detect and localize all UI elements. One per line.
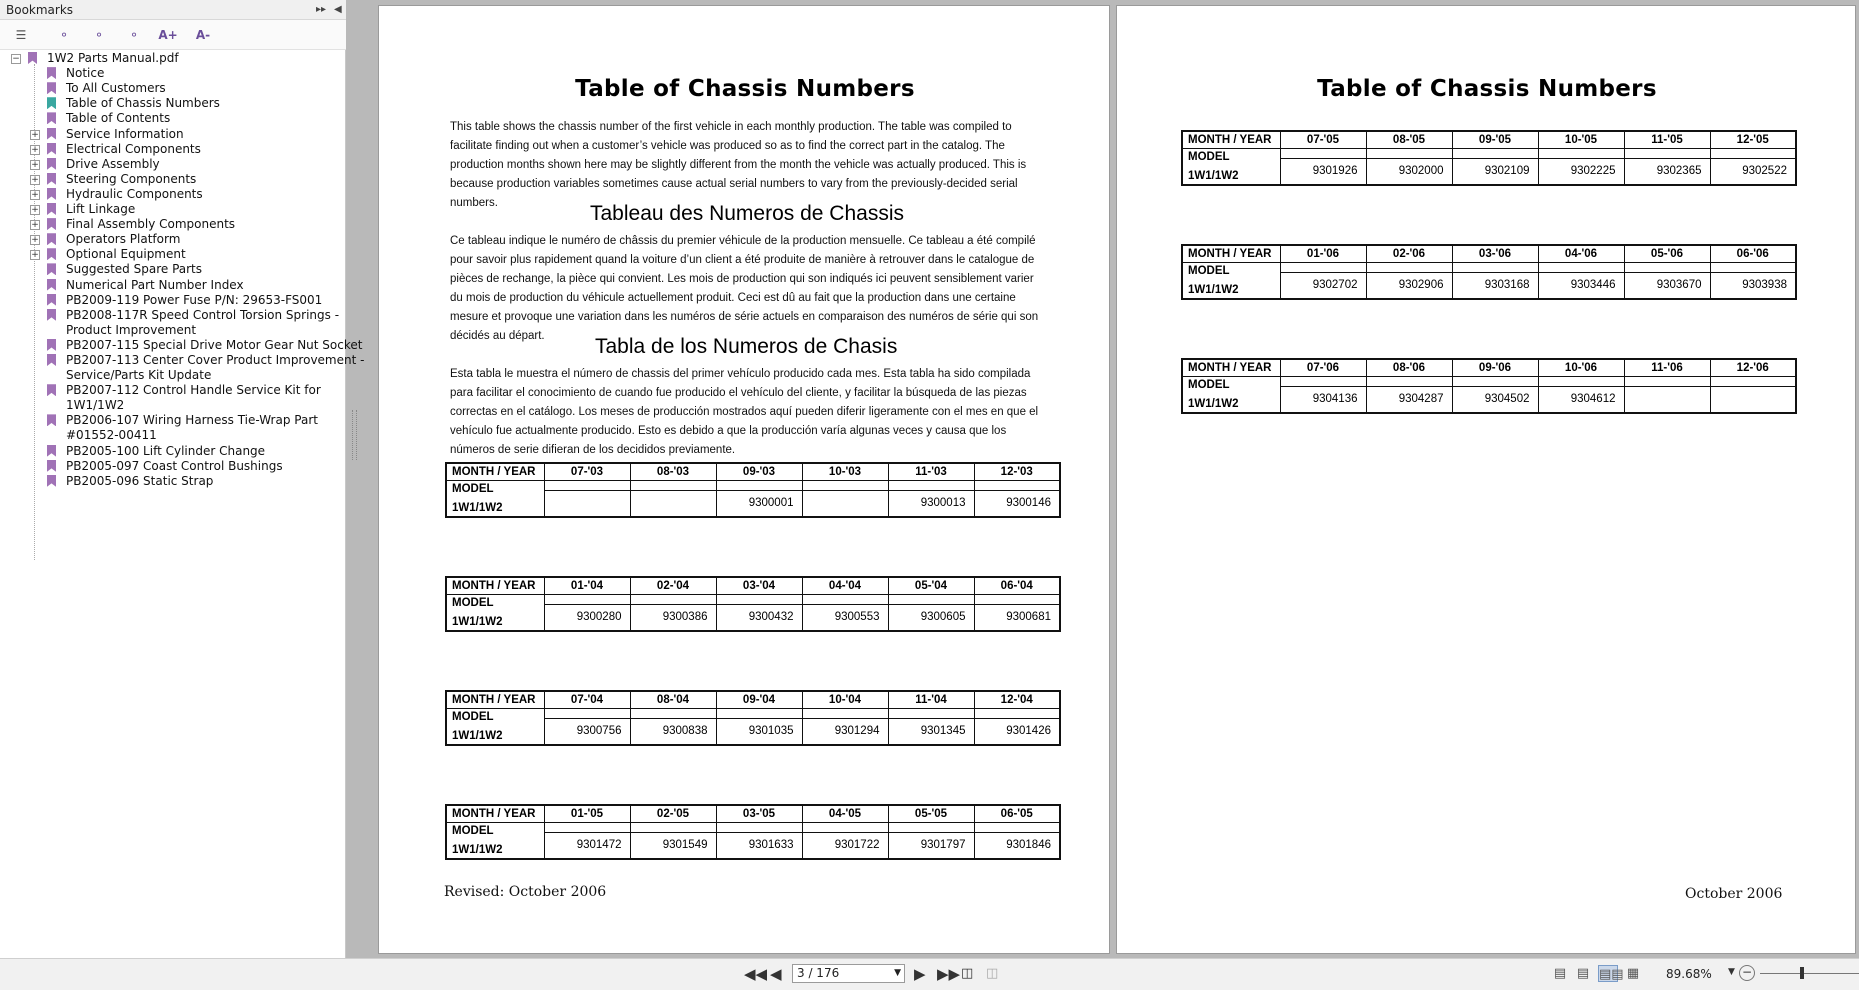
month-header-cell: 04-'05 bbox=[802, 805, 888, 823]
month-header-cell: 05-'04 bbox=[888, 577, 974, 595]
model-label-cell bbox=[446, 595, 544, 632]
chassis-number-cell: 9300838 bbox=[630, 718, 716, 745]
continuous-facing-view-icon[interactable]: ▦ bbox=[1626, 966, 1640, 981]
bookmark-icon bbox=[47, 173, 56, 185]
bookmark-label: Drive Assembly bbox=[66, 156, 160, 171]
empty-cell bbox=[974, 481, 1060, 491]
chassis-number-cell: 9301722 bbox=[802, 832, 888, 859]
expand-toggle-icon[interactable]: + bbox=[31, 250, 39, 261]
bookmark-label-continued: #01552-00411 bbox=[66, 428, 157, 443]
empty-cell bbox=[1280, 263, 1366, 273]
model-value: 1W1/1W2 bbox=[1188, 170, 1239, 182]
bookmark-label-continued: 1W1/1W2 bbox=[66, 398, 125, 413]
continuous-view-icon[interactable]: ▤ bbox=[1576, 966, 1590, 981]
bookmark-icon bbox=[47, 158, 56, 170]
zoom-slider[interactable] bbox=[1760, 973, 1859, 974]
empty-cell bbox=[1280, 149, 1366, 159]
empty-cell bbox=[1624, 263, 1710, 273]
model-label-cell bbox=[446, 823, 544, 860]
empty-cell bbox=[1710, 377, 1796, 387]
month-header-cell: 04-'04 bbox=[802, 577, 888, 595]
paragraph-french: Ce tableau indique le numéro de châssis du premier véhicule de la production mensuelle. Ce tableau a été compilé pour savoir plus rapidement quand la voiture d’un client a été produite de manière à retrouver dans le catalogue de pièces de rechange, la pièce qui convient. Les mois de production qui son indiqués ici peuvent sensiblement varier du mois de production du véhicule actuellement produit. Ceci est dû au fait que la production dans une certaine mesure et provoque une variation dans les numéros de série actuels en comparaison des numéros de série qui son décidés au départ. bbox=[450, 235, 1039, 342]
model-header: MODEL bbox=[1188, 265, 1230, 277]
bookmark-icon bbox=[47, 460, 56, 472]
model-header: MODEL bbox=[452, 825, 494, 837]
page-title: Table of Chassis Numbers bbox=[575, 76, 915, 102]
month-header-cell: 09-'03 bbox=[716, 463, 802, 481]
bookmark-icon bbox=[47, 445, 56, 457]
bookmark-label: To All Customers bbox=[66, 81, 166, 96]
expand-toggle-icon[interactable]: + bbox=[31, 220, 39, 231]
month-header-cell: 01-'04 bbox=[544, 577, 630, 595]
month-header-cell: 07-'03 bbox=[544, 463, 630, 481]
navigation-bar bbox=[0, 958, 1859, 990]
month-year-header: MONTH / YEAR bbox=[446, 577, 544, 595]
zoom-dropdown-icon[interactable]: ▼ bbox=[1728, 967, 1735, 977]
chassis-number-cell: 9301426 bbox=[974, 718, 1060, 745]
empty-cell bbox=[716, 595, 802, 605]
bookmarks-title: Bookmarks bbox=[6, 3, 74, 17]
paragraph-english: This table shows the chassis number of the first vehicle in each monthly production. The table was compiled to facilitate finding out when a customer’s vehicle was produced so as to find the correct part in the catalog. The production months shown here may be slightly different from the month the vehicle was actually produced. This is because production variables sometimes cause actual serial numbers to vary from the previously-decided serial numbers. bbox=[450, 121, 1027, 209]
previous-page-icon[interactable]: ◀ bbox=[770, 965, 782, 983]
bookmarks-panel bbox=[0, 0, 365, 958]
bookmark-icon bbox=[47, 384, 56, 396]
model-label-cell bbox=[1182, 149, 1280, 186]
table-row bbox=[446, 691, 1060, 709]
bookmark-icon bbox=[47, 112, 56, 124]
bookmark-icon bbox=[47, 218, 56, 230]
month-header-cell: 06-'04 bbox=[974, 577, 1060, 595]
month-header-cell: 03-'04 bbox=[716, 577, 802, 595]
bookmark-icon bbox=[47, 97, 56, 109]
chassis-number-cell: 9300386 bbox=[630, 604, 716, 631]
bookmark-label: PB2007-115 Special Drive Motor Gear Nut Socket bbox=[66, 337, 363, 352]
chassis-number-cell bbox=[1624, 386, 1710, 413]
bookmark-icon bbox=[47, 294, 56, 306]
empty-cell bbox=[974, 709, 1060, 719]
month-year-header: MONTH / YEAR bbox=[446, 691, 544, 709]
chassis-table bbox=[445, 462, 1061, 518]
chassis-number-cell: 9300553 bbox=[802, 604, 888, 631]
chassis-number-cell: 9302225 bbox=[1538, 158, 1624, 185]
empty-cell bbox=[888, 595, 974, 605]
month-header-cell: 02-'04 bbox=[630, 577, 716, 595]
zoom-out-icon[interactable]: − bbox=[1739, 965, 1755, 981]
bookmarks-header bbox=[0, 0, 346, 20]
chassis-number-cell bbox=[802, 490, 888, 517]
empty-cell bbox=[1366, 263, 1452, 273]
bookmark-icon bbox=[47, 67, 56, 79]
chassis-number-cell: 9302702 bbox=[1280, 272, 1366, 299]
month-header-cell: 12-'06 bbox=[1710, 359, 1796, 377]
chassis-table bbox=[445, 690, 1061, 746]
chevron-down-icon[interactable]: ▼ bbox=[894, 968, 901, 978]
find-current-bookmark-icon[interactable]: ⚬ bbox=[128, 28, 140, 42]
chassis-number-cell bbox=[630, 490, 716, 517]
month-header-cell: 11-'04 bbox=[888, 691, 974, 709]
chassis-number-cell: 9300013 bbox=[888, 490, 974, 517]
bookmark-label: Electrical Components bbox=[66, 141, 201, 156]
month-header-cell: 11-'05 bbox=[1624, 131, 1710, 149]
bookmark-icon bbox=[47, 128, 56, 140]
bookmark-label: PB2007-112 Control Handle Service Kit for bbox=[66, 383, 321, 398]
table-row bbox=[1182, 377, 1796, 387]
empty-cell bbox=[1538, 377, 1624, 387]
month-header-cell: 03-'05 bbox=[716, 805, 802, 823]
month-header-cell: 07-'05 bbox=[1280, 131, 1366, 149]
chassis-number-cell: 9300280 bbox=[544, 604, 630, 631]
chassis-number-cell: 9301797 bbox=[888, 832, 974, 859]
chassis-number-cell: 9300681 bbox=[974, 604, 1060, 631]
table-row bbox=[446, 709, 1060, 719]
table-row bbox=[1182, 131, 1796, 149]
page-number-input[interactable] bbox=[792, 964, 905, 983]
chassis-number-cell: 9304612 bbox=[1538, 386, 1624, 413]
zoom-slider-thumb[interactable] bbox=[1800, 967, 1804, 979]
model-label-cell bbox=[446, 481, 544, 518]
table-row bbox=[446, 823, 1060, 833]
single-page-view-icon[interactable]: ▤ bbox=[1553, 966, 1567, 981]
table-row bbox=[446, 805, 1060, 823]
expand-toggle-icon[interactable]: + bbox=[31, 144, 39, 155]
bookmark-icon bbox=[47, 263, 56, 275]
bookmark-icon bbox=[47, 414, 56, 426]
empty-cell bbox=[802, 823, 888, 833]
bookmark-label: Service Information bbox=[66, 126, 184, 141]
bookmark-label: PB2005-097 Coast Control Bushings bbox=[66, 458, 283, 473]
chassis-number-cell: 9301633 bbox=[716, 832, 802, 859]
bookmark-label: PB2009-119 Power Fuse P/N: 29653-FS001 bbox=[66, 292, 323, 307]
chassis-number-cell: 9304136 bbox=[1280, 386, 1366, 413]
chassis-number-cell: 9302109 bbox=[1452, 158, 1538, 185]
empty-cell bbox=[802, 709, 888, 719]
empty-cell bbox=[1710, 149, 1796, 159]
previous-view-icon[interactable]: ◫ bbox=[961, 966, 974, 981]
empty-cell bbox=[1452, 377, 1538, 387]
month-header-cell: 03-'06 bbox=[1452, 245, 1538, 263]
model-label-cell bbox=[446, 709, 544, 746]
empty-cell bbox=[1452, 263, 1538, 273]
expand-toggle-icon[interactable]: + bbox=[31, 189, 39, 200]
bookmark-icon bbox=[28, 52, 37, 64]
bookmark-label: Operators Platform bbox=[66, 232, 181, 247]
month-header-cell: 10-'04 bbox=[802, 691, 888, 709]
month-header-cell: 10-'05 bbox=[1538, 131, 1624, 149]
empty-cell bbox=[888, 709, 974, 719]
chassis-number-cell: 9302906 bbox=[1366, 272, 1452, 299]
table-row bbox=[1182, 149, 1796, 159]
empty-cell bbox=[1538, 149, 1624, 159]
month-header-cell: 08-'06 bbox=[1366, 359, 1452, 377]
empty-cell bbox=[1710, 263, 1796, 273]
chassis-number-cell: 9301345 bbox=[888, 718, 974, 745]
bookmark-icon bbox=[47, 354, 56, 366]
month-header-cell: 06-'06 bbox=[1710, 245, 1796, 263]
chassis-table bbox=[445, 576, 1061, 632]
chassis-table bbox=[1181, 358, 1797, 414]
month-header-cell: 08-'04 bbox=[630, 691, 716, 709]
bookmark-icon bbox=[47, 279, 56, 291]
month-header-cell: 07-'04 bbox=[544, 691, 630, 709]
empty-cell bbox=[544, 595, 630, 605]
model-label-cell bbox=[1182, 377, 1280, 414]
month-header-cell: 12-'04 bbox=[974, 691, 1060, 709]
empty-cell bbox=[1280, 377, 1366, 387]
page-footer: October 2006 bbox=[1685, 886, 1783, 902]
month-year-header: MONTH / YEAR bbox=[446, 463, 544, 481]
chassis-number-cell: 9302000 bbox=[1366, 158, 1452, 185]
model-header: MODEL bbox=[1188, 379, 1230, 391]
bookmark-icon bbox=[47, 233, 56, 245]
collapse-toggle-icon[interactable]: − bbox=[12, 54, 20, 64]
month-header-cell: 09-'06 bbox=[1452, 359, 1538, 377]
bookmark-label: Suggested Spare Parts bbox=[66, 262, 203, 277]
table-row bbox=[1182, 263, 1796, 273]
month-header-cell: 07-'06 bbox=[1280, 359, 1366, 377]
empty-cell bbox=[888, 823, 974, 833]
month-year-header: MONTH / YEAR bbox=[1182, 359, 1280, 377]
bookmark-icon bbox=[47, 203, 56, 215]
month-header-cell: 12-'03 bbox=[974, 463, 1060, 481]
chassis-number-cell bbox=[1710, 386, 1796, 413]
month-header-cell: 01-'05 bbox=[544, 805, 630, 823]
month-header-cell: 02-'06 bbox=[1366, 245, 1452, 263]
month-year-header: MONTH / YEAR bbox=[446, 805, 544, 823]
document-page-left bbox=[378, 5, 1110, 954]
chassis-number-cell: 9301472 bbox=[544, 832, 630, 859]
bookmark-label: Final Assembly Components bbox=[66, 217, 236, 232]
model-value: 1W1/1W2 bbox=[452, 616, 503, 628]
chassis-table bbox=[445, 804, 1061, 860]
empty-cell bbox=[1366, 149, 1452, 159]
empty-cell bbox=[716, 823, 802, 833]
empty-cell bbox=[630, 481, 716, 491]
bookmark-label: PB2007-113 Center Cover Product Improvement - bbox=[66, 353, 365, 367]
expand-toggle-icon[interactable]: + bbox=[31, 174, 39, 185]
chassis-number-cell: 9303938 bbox=[1710, 272, 1796, 299]
month-header-cell: 10-'03 bbox=[802, 463, 888, 481]
empty-cell bbox=[544, 709, 630, 719]
empty-cell bbox=[630, 823, 716, 833]
page-footer: Revised: October 2006 bbox=[444, 884, 607, 900]
bookmark-icon bbox=[47, 82, 56, 94]
chassis-number-cell: 9302365 bbox=[1624, 158, 1710, 185]
bookmark-label: Optional Equipment bbox=[66, 247, 186, 262]
empty-cell bbox=[1624, 377, 1710, 387]
chassis-number-cell: 9302522 bbox=[1710, 158, 1796, 185]
table-row bbox=[1182, 245, 1796, 263]
month-header-cell: 08-'03 bbox=[630, 463, 716, 481]
month-header-cell: 02-'05 bbox=[630, 805, 716, 823]
empty-cell bbox=[716, 709, 802, 719]
empty-cell bbox=[974, 595, 1060, 605]
bookmark-label: Steering Components bbox=[66, 171, 197, 186]
expand-toggle-icon[interactable]: + bbox=[31, 129, 39, 140]
model-value: 1W1/1W2 bbox=[452, 844, 503, 856]
chassis-number-cell: 9300432 bbox=[716, 604, 802, 631]
chassis-number-cell: 9303168 bbox=[1452, 272, 1538, 299]
chassis-number-cell: 9304502 bbox=[1452, 386, 1538, 413]
page-title: Table of Chassis Numbers bbox=[1317, 76, 1657, 102]
bookmark-label: PB2005-100 Lift Cylinder Change bbox=[66, 443, 266, 458]
empty-cell bbox=[888, 481, 974, 491]
month-header-cell: 09-'04 bbox=[716, 691, 802, 709]
empty-cell bbox=[544, 823, 630, 833]
model-header: MODEL bbox=[452, 597, 494, 609]
month-year-header: MONTH / YEAR bbox=[1182, 131, 1280, 149]
bookmark-options-icon[interactable]: ☰ bbox=[15, 28, 27, 42]
chassis-number-cell: 9301549 bbox=[630, 832, 716, 859]
month-header-cell: 11-'06 bbox=[1624, 359, 1710, 377]
bookmark-icon bbox=[47, 475, 56, 487]
next-view-icon[interactable]: ◫ bbox=[986, 966, 999, 981]
month-header-cell: 09-'05 bbox=[1452, 131, 1538, 149]
table-row bbox=[446, 481, 1060, 491]
bookmark-label: PB2008-117R Speed Control Torsion Springs - bbox=[66, 307, 340, 322]
chassis-number-cell bbox=[544, 490, 630, 517]
bookmark-label: PB2006-107 Wiring Harness Tie-Wrap Part bbox=[66, 413, 318, 428]
facing-view-icon[interactable]: ▤▤ bbox=[1599, 967, 1624, 982]
month-header-cell: 01-'06 bbox=[1280, 245, 1366, 263]
month-header-cell: 08-'05 bbox=[1366, 131, 1452, 149]
bookmark-icon bbox=[47, 248, 56, 260]
empty-cell bbox=[1452, 149, 1538, 159]
model-header: MODEL bbox=[452, 711, 494, 723]
bookmark-icon bbox=[47, 309, 56, 321]
bookmark-icon bbox=[47, 188, 56, 200]
bookmark-label: Table of Contents bbox=[66, 111, 171, 126]
empty-cell bbox=[974, 823, 1060, 833]
bookmark-root-label: 1W2 Parts Manual.pdf bbox=[47, 51, 179, 65]
expand-toggle-icon[interactable]: + bbox=[31, 205, 39, 215]
table-row bbox=[446, 595, 1060, 605]
chassis-number-cell: 9303446 bbox=[1538, 272, 1624, 299]
zoom-level[interactable]: 89.68% bbox=[1666, 967, 1712, 981]
month-header-cell: 11-'03 bbox=[888, 463, 974, 481]
empty-cell bbox=[630, 595, 716, 605]
collapse-bookmark-icon[interactable]: ⚬ bbox=[93, 28, 105, 42]
expand-bookmark-icon[interactable]: ⚬ bbox=[58, 28, 70, 42]
chassis-number-cell: 9301926 bbox=[1280, 158, 1366, 185]
chassis-number-cell: 9303670 bbox=[1624, 272, 1710, 299]
expand-toggle-icon[interactable]: + bbox=[31, 235, 39, 246]
model-value: 1W1/1W2 bbox=[452, 502, 503, 514]
bookmark-label-continued: Product Improvement bbox=[66, 322, 197, 337]
empty-cell bbox=[1624, 149, 1710, 159]
chassis-number-cell: 9301294 bbox=[802, 718, 888, 745]
hide-panel-icon[interactable]: ◀ bbox=[334, 4, 342, 15]
model-value: 1W1/1W2 bbox=[1188, 398, 1239, 410]
chassis-table bbox=[1181, 244, 1797, 300]
bookmark-label: Hydraulic Components bbox=[66, 186, 203, 201]
bookmark-label: Table of Chassis Numbers bbox=[66, 96, 220, 111]
chassis-number-cell: 9300756 bbox=[544, 718, 630, 745]
month-header-cell: 05-'06 bbox=[1624, 245, 1710, 263]
document-page-right bbox=[1116, 5, 1856, 954]
table-row bbox=[446, 463, 1060, 481]
chassis-number-cell: 9300001 bbox=[716, 490, 802, 517]
table-row bbox=[1182, 359, 1796, 377]
month-header-cell: 05-'05 bbox=[888, 805, 974, 823]
month-header-cell: 04-'06 bbox=[1538, 245, 1624, 263]
month-header-cell: 06-'05 bbox=[974, 805, 1060, 823]
model-header: MODEL bbox=[452, 483, 494, 495]
bookmark-label-continued: Service/Parts Kit Update bbox=[66, 368, 212, 382]
empty-cell bbox=[802, 595, 888, 605]
subheading-spanish: Tabla de los Numeros de Chasis bbox=[595, 335, 898, 358]
bookmark-icon bbox=[47, 143, 56, 155]
bookmark-label: Notice bbox=[66, 66, 105, 81]
next-page-icon[interactable]: ▶ bbox=[914, 965, 926, 983]
empty-cell bbox=[716, 481, 802, 491]
empty-cell bbox=[802, 481, 888, 491]
bookmark-label: Lift Linkage bbox=[66, 202, 136, 216]
subheading-french: Tableau des Numeros de Chassis bbox=[590, 202, 904, 225]
chassis-number-cell: 9301846 bbox=[974, 832, 1060, 859]
collapse-panel-icon[interactable]: ▸▸ bbox=[316, 4, 327, 15]
chassis-number-cell: 9301035 bbox=[716, 718, 802, 745]
panel-splitter[interactable] bbox=[352, 410, 357, 460]
month-header-cell: 12-'05 bbox=[1710, 131, 1796, 149]
bookmark-label: PB2005-096 Static Strap bbox=[66, 473, 214, 488]
model-value: 1W1/1W2 bbox=[1188, 284, 1239, 296]
bookmark-label: Numerical Part Number Index bbox=[66, 277, 244, 292]
paragraph-spanish: Esta tabla le muestra el número de chassis del primer vehículo producido cada mes. Esta tabla ha sido compilada para facilitar el conocimiento de cuando fue producido el vehículo del cliente, y facilitar la búsqueda de las piezas correctas en el catálogo. Los meses de producción mostrados aquí pueden diferir ligeramente con el mes en que el vehículo fue actualmente producido. Esto es debido a que la producción varía algunas veces y causa que los números de serie difieran de los decididos previamente. bbox=[450, 368, 1039, 456]
model-header: MODEL bbox=[1188, 151, 1230, 163]
chassis-number-cell: 9300146 bbox=[974, 490, 1060, 517]
model-value: 1W1/1W2 bbox=[452, 730, 503, 742]
bookmark-icon bbox=[47, 339, 56, 351]
month-header-cell: 10-'06 bbox=[1538, 359, 1624, 377]
font-smaller-button[interactable]: A- bbox=[195, 28, 211, 42]
bookmarks-toolbar bbox=[0, 20, 346, 50]
chassis-number-cell: 9300605 bbox=[888, 604, 974, 631]
empty-cell bbox=[1366, 377, 1452, 387]
last-page-icon[interactable]: ▶▶ bbox=[937, 965, 961, 983]
table-row bbox=[446, 577, 1060, 595]
empty-cell bbox=[630, 709, 716, 719]
month-year-header: MONTH / YEAR bbox=[1182, 245, 1280, 263]
chassis-table bbox=[1181, 130, 1797, 186]
model-label-cell bbox=[1182, 263, 1280, 300]
empty-cell bbox=[544, 481, 630, 491]
page-number-text: 3 / 176 bbox=[797, 966, 840, 980]
font-larger-button[interactable]: A+ bbox=[158, 28, 178, 42]
chassis-number-cell: 9304287 bbox=[1366, 386, 1452, 413]
expand-toggle-icon[interactable]: + bbox=[31, 159, 39, 170]
empty-cell bbox=[1538, 263, 1624, 273]
first-page-icon[interactable]: ◀◀ bbox=[744, 965, 768, 983]
